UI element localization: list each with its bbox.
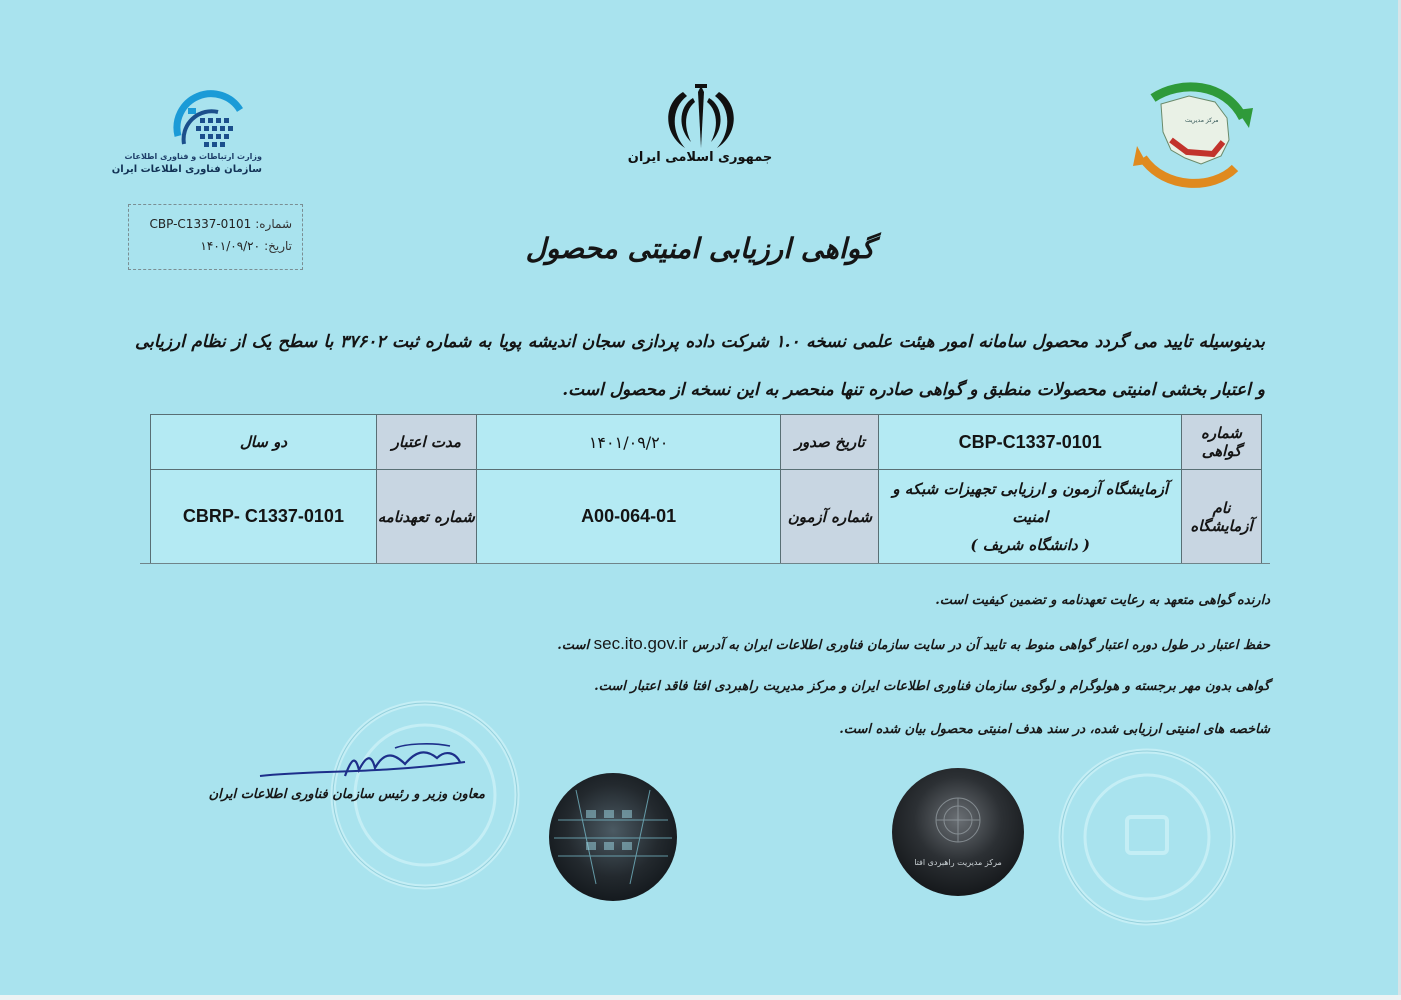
- certificate-title: گواهی ارزیابی امنیتی محصول: [525, 232, 875, 265]
- signatory-title: معاون وزیر و رئیس سازمان فناوری اطلاعات ایران: [208, 787, 485, 802]
- paper-edge: [0, 995, 1401, 1000]
- iran-emblem-icon: [655, 82, 747, 154]
- lab-name-value: [879, 470, 1182, 564]
- commitment-number-value: CBRP- C1337-0101: [151, 470, 377, 564]
- table-row: [151, 470, 1262, 564]
- svg-text:مرکز مدیریت: مرکز مدیریت: [1185, 117, 1219, 124]
- issue-date-label: تاریخ صدور: [781, 415, 879, 470]
- certificate-details-table: [150, 414, 1262, 564]
- afta-logo-icon: [1125, 78, 1265, 196]
- note-hologram: گواهی بدون مهر برجسته و هولوگرام و لوگوی سازمان فناوری اطلاعات ایران و مرکز مدیریت راهبردی افتا فاقد اعتبار است.: [594, 679, 1270, 694]
- hologram-right-icon: [888, 765, 1028, 900]
- notes-list: [557, 588, 1270, 760]
- intro-paragraph: بدینوسیله تایید می گردد محصول سامانه امور هیئت علمی نسخه ۱.۰ شرکت داده پردازی سجان اندیشه پویا به شماره ثبت ۳۷۶۰۲ با سطح یک از نظام ارزیابی و اعتبار بخشی امنیتی محصولات منطبق و گواهی صادره تنها منحصر به این نسخه از محصول است.: [135, 332, 1265, 400]
- embossed-seal-right-icon: [1052, 745, 1242, 930]
- svg-text:مرکز مدیریت راهبردی افتا: مرکز مدیریت راهبردی افتا: [914, 858, 1002, 867]
- test-number-value: A00-064-01: [476, 470, 781, 564]
- note-security-target: شاخصه های امنیتی ارزیابی شده، در سند هدف امنیتی محصول بیان شده است.: [839, 722, 1270, 737]
- table-row: [151, 415, 1262, 470]
- signature-icon: [255, 740, 475, 790]
- lab-name-line-2: ( دانشگاه شریف ): [970, 535, 1090, 554]
- ito-org-caption: سازمان فناوری اطلاعات ایران: [111, 164, 262, 175]
- number-value: CBP-C1337-0101: [149, 217, 252, 231]
- commitment-number-label: شماره تعهدنامه: [376, 470, 476, 564]
- date-label: تاریخ:: [264, 239, 292, 253]
- lab-name-line-1: آزمایشگاه آزمون و ارزیابی تجهیزات شبکه و امنیت: [892, 479, 1169, 526]
- test-number-label: شماره آزمون: [781, 470, 879, 564]
- note-validity-text: حفظ اعتبار در طول دوره اعتبار گواهی منوط به تایید آن در سایت سازمان فناوری اطلاعات ایران به آدرس: [692, 638, 1270, 653]
- cert-number-label: شماره گواهی: [1182, 415, 1262, 470]
- lab-name-label: نام آزمایشگاه: [1182, 470, 1262, 564]
- validity-value: دو سال: [151, 415, 377, 470]
- hologram-left-icon: [546, 770, 681, 905]
- table-divider: [140, 563, 1270, 564]
- ito-ministry-caption: وزارت ارتباطات و فناوری اطلاعات: [124, 152, 262, 161]
- cert-number-value: CBP-C1337-0101: [879, 415, 1182, 470]
- date-value: ۱۴۰۱/۰۹/۲۰: [200, 239, 261, 253]
- note-validity: [557, 631, 1270, 674]
- note-validity-suffix: است.: [557, 638, 590, 653]
- note-commitment: دارنده گواهی متعهد به رعایت تعهدنامه و تضمین کیفیت است.: [935, 593, 1270, 608]
- emblem-caption: جمهوری اسلامی ایران: [627, 150, 773, 165]
- issue-date-value: ۱۴۰۱/۰۹/۲۰: [476, 415, 781, 470]
- document-number-box: [128, 204, 303, 270]
- verification-url-link[interactable]: sec.ito.gov.ir: [593, 634, 688, 653]
- validity-label: مدت اعتبار: [376, 415, 476, 470]
- number-label: شماره:: [255, 217, 292, 231]
